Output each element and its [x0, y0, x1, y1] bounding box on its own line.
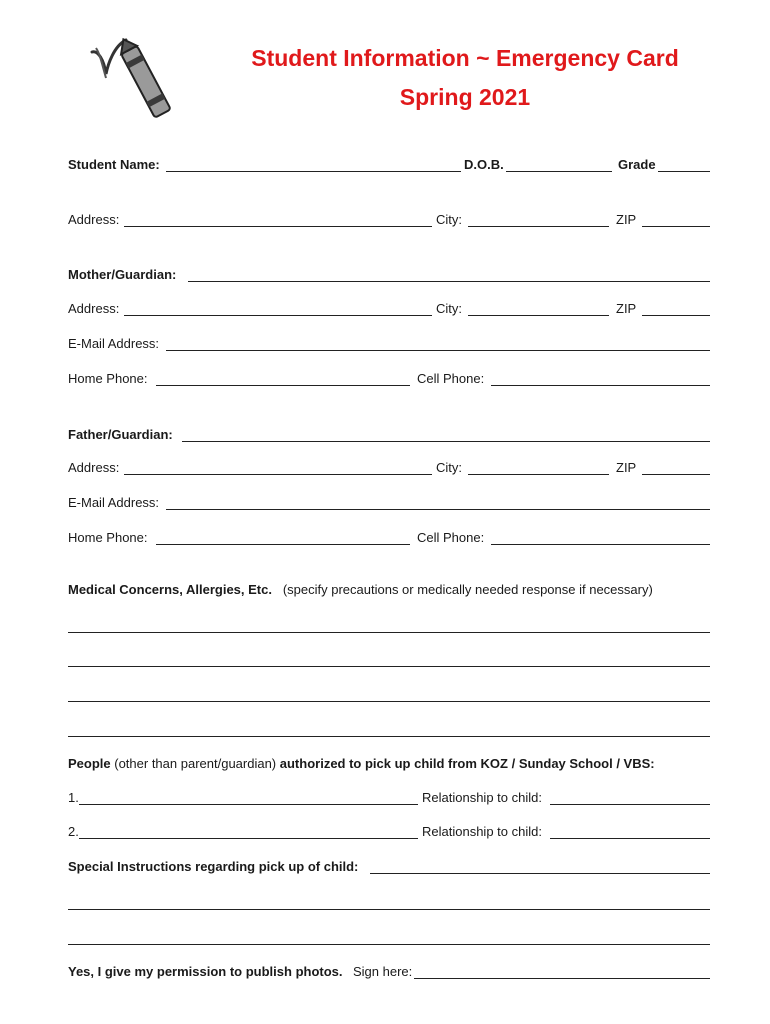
student-zip-field[interactable] [642, 226, 710, 227]
student-address-field[interactable] [124, 226, 432, 227]
student-city-label: City: [436, 212, 462, 227]
pickup-person-1-row [68, 789, 710, 809]
mother-name-row [68, 266, 710, 286]
grade-label: Grade [618, 157, 656, 172]
mother-email-field[interactable] [166, 350, 710, 351]
student-city-field[interactable] [468, 226, 609, 227]
dob-label: D.O.B. [464, 157, 504, 172]
medical-row [68, 581, 710, 601]
signature-field[interactable] [414, 978, 710, 979]
mother-home-phone-label: Home Phone: [68, 371, 148, 386]
pickup-item-1-number: 1. [68, 790, 79, 805]
medical-line-4[interactable] [68, 736, 710, 737]
mother-email-row [68, 335, 710, 355]
mother-phone-row [68, 370, 710, 390]
mother-email-label: E-Mail Address: [68, 336, 160, 351]
mother-city-label: City: [436, 301, 462, 316]
special-instructions-label: Special Instructions regarding pick up of child: [68, 859, 359, 874]
pickup-person-2-field[interactable] [79, 838, 418, 839]
father-address-field[interactable] [124, 474, 432, 475]
student-name-field[interactable] [166, 171, 461, 172]
father-address-row [68, 459, 710, 479]
photo-permission-label: Yes, I give my permission to publish photos. [68, 964, 343, 979]
mother-address-field[interactable] [124, 315, 432, 316]
father-guardian-field[interactable] [182, 441, 710, 442]
father-zip-label: ZIP [616, 460, 637, 475]
form-title: Student Information ~ Emergency Card [251, 45, 679, 71]
father-email-field[interactable] [166, 509, 710, 510]
form-subtitle: Spring 2021 [399, 84, 531, 110]
relationship-1-label: Relationship to child: [422, 790, 542, 805]
father-email-label: E-Mail Address: [68, 495, 160, 510]
relationship-2-field[interactable] [550, 838, 710, 839]
father-name-row [68, 426, 710, 446]
medical-line-3[interactable] [68, 701, 710, 702]
medical-line-2[interactable] [68, 666, 710, 667]
permission-row [68, 963, 710, 983]
father-zip-field[interactable] [642, 474, 710, 475]
medical-note: (specify precautions or medically needed response if necessary) [282, 582, 653, 597]
student-address-row [68, 211, 710, 231]
pickup-person-1-field[interactable] [79, 804, 418, 805]
father-home-phone-label: Home Phone: [68, 530, 148, 545]
father-city-label: City: [436, 460, 462, 475]
mother-city-field[interactable] [468, 315, 609, 316]
special-instructions-line-3[interactable] [68, 944, 710, 945]
mother-guardian-field[interactable] [188, 281, 710, 282]
pickup-heading-row [68, 755, 710, 775]
student-name-label: Student Name: [68, 157, 160, 172]
pickup-people-label: People [68, 756, 111, 771]
special-instructions-line-2[interactable] [68, 909, 710, 910]
mother-guardian-label: Mother/Guardian: [68, 267, 177, 282]
mother-address-label: Address: [68, 301, 120, 316]
father-cell-phone-label: Cell Phone: [417, 530, 485, 545]
pickup-person-2-row [68, 823, 710, 843]
father-guardian-label: Father/Guardian: [68, 427, 173, 442]
mother-zip-field[interactable] [642, 315, 710, 316]
father-phone-row [68, 529, 710, 549]
relationship-2-label: Relationship to child: [422, 824, 542, 839]
special-instructions-row [68, 858, 710, 878]
mother-address-row [68, 300, 710, 320]
father-address-label: Address: [68, 460, 120, 475]
special-instructions-field[interactable] [370, 873, 710, 874]
father-city-field[interactable] [468, 474, 609, 475]
crayon-checkmark-icon [86, 34, 182, 130]
student-zip-label: ZIP [616, 212, 637, 227]
medical-line-1[interactable] [68, 632, 710, 633]
mother-cell-phone-field[interactable] [491, 385, 710, 386]
medical-heading [68, 582, 653, 598]
medical-label: Medical Concerns, Allergies, Etc. [68, 582, 272, 597]
pickup-item-2-number: 2. [68, 824, 79, 839]
father-home-phone-field[interactable] [156, 544, 410, 545]
grade-field[interactable] [658, 171, 710, 172]
pickup-people-rest: authorized to pick up child from KOZ / Sunday School / VBS: [279, 756, 655, 771]
mother-home-phone-field[interactable] [156, 385, 410, 386]
pickup-heading [68, 756, 655, 772]
dob-field[interactable] [506, 171, 612, 172]
father-email-row [68, 494, 710, 514]
mother-cell-phone-label: Cell Phone: [417, 371, 485, 386]
pickup-people-paren: (other than parent/guardian) [114, 756, 277, 771]
sign-here-label: Sign here: [353, 964, 413, 979]
father-cell-phone-field[interactable] [491, 544, 710, 545]
student-address-label: Address: [68, 212, 120, 227]
mother-zip-label: ZIP [616, 301, 637, 316]
student-name-row [68, 156, 710, 176]
relationship-1-field[interactable] [550, 804, 710, 805]
